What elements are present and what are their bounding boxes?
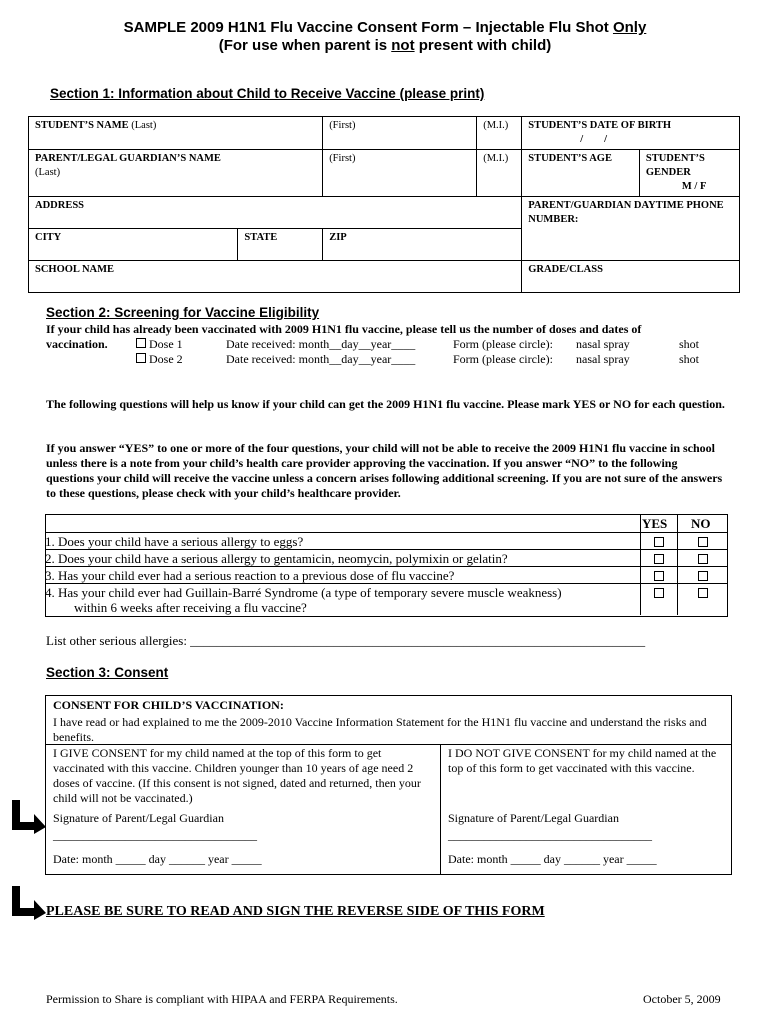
dose1-nasal-option[interactable]: nasal spray xyxy=(576,337,630,351)
consent-statement: I have read or had explained to me the 2009-2010 Vaccine Information Statement for the H1N1 flu vaccine and understand the risks and benefits. xyxy=(53,715,707,744)
subtitle-not: not xyxy=(391,37,415,54)
give-consent-signature-line[interactable]: __________________________________ xyxy=(53,828,257,842)
school-name-field[interactable]: SCHOOL NAME xyxy=(29,261,522,293)
q1-no-checkbox[interactable] xyxy=(698,537,708,547)
dose1-checkbox[interactable] xyxy=(136,338,146,348)
no-column-header: NO xyxy=(691,516,711,531)
dose2-checkbox[interactable] xyxy=(136,353,146,363)
yes-column-header: YES xyxy=(642,516,668,531)
student-name-last-field[interactable]: STUDENT’S NAME (Last) xyxy=(29,117,323,150)
subtitle-prefix: (For use when parent is xyxy=(218,37,392,54)
footer-date: October 5, 2009 xyxy=(643,992,721,1006)
dose1-row xyxy=(136,337,183,352)
no-consent-date-field[interactable]: Date: month _____ day ______ year _____ xyxy=(448,852,657,866)
dose2-form-label: Form (please circle): xyxy=(453,352,553,366)
no-consent-text: I DO NOT GIVE CONSENT for my child named at the top of this form to get vaccinated with this vaccine. xyxy=(448,746,717,775)
q2-no-checkbox[interactable] xyxy=(698,554,708,564)
dose1-label: Dose 1 xyxy=(149,337,183,351)
zip-field[interactable]: ZIP xyxy=(323,229,522,261)
other-allergies-field[interactable]: List other serious allergies: ______________________________________________________________________ xyxy=(46,633,646,648)
section1-heading: Section 1: Information about Child to Receive Vaccine (please print) xyxy=(50,86,485,101)
dose2-nasal-option[interactable]: nasal spray xyxy=(576,352,630,366)
guardian-name-mi-field[interactable]: (M.I.) xyxy=(477,150,522,197)
q2-yes-checkbox[interactable] xyxy=(654,554,664,564)
vaccination-label: vaccination. xyxy=(46,337,108,351)
q1-yes-checkbox[interactable] xyxy=(654,537,664,547)
no-consent-signature-label: Signature of Parent/Legal Guardian xyxy=(448,811,619,825)
section3-heading: Section 3: Consent xyxy=(46,665,169,680)
q3-no-checkbox[interactable] xyxy=(698,571,708,581)
student-gender-field[interactable]: STUDENT’S GENDER M / F xyxy=(639,150,739,197)
give-consent-date-field[interactable]: Date: month _____ day ______ year _____ xyxy=(53,852,262,866)
guardian-name-first-field[interactable]: (First) xyxy=(323,150,477,197)
dose2-shot-option[interactable]: shot xyxy=(679,352,700,366)
student-name-first-field[interactable]: (First) xyxy=(323,117,477,150)
grade-class-field[interactable]: GRADE/CLASS xyxy=(522,261,740,293)
dose2-date: Date received: month__day__year____ xyxy=(226,352,416,366)
question-3: 3. Has your child ever had a serious reaction to a previous dose of flu vaccine? xyxy=(45,568,455,583)
student-age-field[interactable]: STUDENT’S AGE xyxy=(522,150,640,197)
reverse-side-reminder: PLEASE BE SURE TO READ AND SIGN THE REVERSE SIDE OF THIS FORM xyxy=(46,904,545,919)
dose1-form-label: Form (please circle): xyxy=(453,337,553,351)
consent-title: CONSENT FOR CHILD’S VACCINATION: xyxy=(53,698,284,712)
give-consent-signature-label: Signature of Parent/Legal Guardian xyxy=(53,811,224,825)
child-info-table xyxy=(28,116,740,293)
guardian-phone-field[interactable]: PARENT/GUARDIAN DAYTIME PHONE NUMBER: xyxy=(522,197,740,261)
form-subtitle xyxy=(0,37,770,54)
question-4-continued: within 6 weeks after receiving a flu vaccine? xyxy=(74,600,307,615)
q4-no-checkbox[interactable] xyxy=(698,588,708,598)
guardian-name-last-field[interactable]: PARENT/LEGAL GUARDIAN’S NAME (Last) xyxy=(29,150,323,197)
q3-yes-checkbox[interactable] xyxy=(654,571,664,581)
yes-answer-paragraph: If you answer “YES” to one or more of the four questions, your child will not be able to receive the 2009 H1N1 flu vaccine in school unless there is a note from your child’s health care provider approving the vaccination. If you answer “NO” to the following questions your child will receive the vaccine unless a concern arises following additional screening. If you are not sure of the answers to these questions, please check with your child’s healthcare provider. xyxy=(46,441,723,500)
dose1-shot-option[interactable]: shot xyxy=(679,337,700,351)
no-consent-signature-line[interactable]: __________________________________ xyxy=(448,828,652,842)
subtitle-suffix: present with child) xyxy=(414,37,552,54)
title-only: Only xyxy=(612,19,647,36)
signature-arrow-icon xyxy=(8,800,48,836)
dose1-date: Date received: month__day__year____ xyxy=(226,337,416,351)
dose2-label: Dose 2 xyxy=(149,352,183,366)
student-name-mi-field[interactable]: (M.I.) xyxy=(477,117,522,150)
q4-yes-checkbox[interactable] xyxy=(654,588,664,598)
city-field[interactable]: CITY xyxy=(29,229,238,261)
state-field[interactable]: STATE xyxy=(238,229,323,261)
address-field[interactable]: ADDRESS xyxy=(29,197,522,229)
form-title xyxy=(0,19,770,36)
section2-heading: Section 2: Screening for Vaccine Eligibility xyxy=(46,305,320,320)
questions-intro-paragraph: The following questions will help us know if your child can get the 2009 H1N1 flu vaccine. Please mark YES or NO for each question. xyxy=(46,397,725,411)
question-2: 2. Does your child have a serious allergy to gentamicin, neomycin, polymixin or gelatin? xyxy=(45,551,508,566)
student-dob-field[interactable]: STUDENT’S DATE OF BIRTH / / xyxy=(522,117,740,150)
dose2-row xyxy=(136,352,183,367)
question-4: 4. Has your child ever had Guillain-Barré Syndrome (a type of temporary severe muscle weakness) xyxy=(45,585,562,600)
footer-hipaa-note: Permission to Share is compliant with HIPAA and FERPA Requirements. xyxy=(46,992,398,1006)
title-line1: SAMPLE 2009 H1N1 Flu Vaccine Consent Form – Injectable Flu Shot xyxy=(123,19,613,36)
question-1: 1. Does your child have a serious allergy to eggs? xyxy=(45,534,304,549)
give-consent-text: I GIVE CONSENT for my child named at the top of this form to get vaccinated with this vaccine. Children younger than 10 years of age need 2 doses of vaccine. (If this consent is not signed, dated and returned, then your child will not be vaccinated.) xyxy=(53,746,421,805)
prior-vaccination-intro: If your child has already been vaccinated with 2009 H1N1 flu vaccine, please tell us the number of doses and dates of xyxy=(46,322,642,336)
reminder-arrow-icon xyxy=(8,886,48,922)
